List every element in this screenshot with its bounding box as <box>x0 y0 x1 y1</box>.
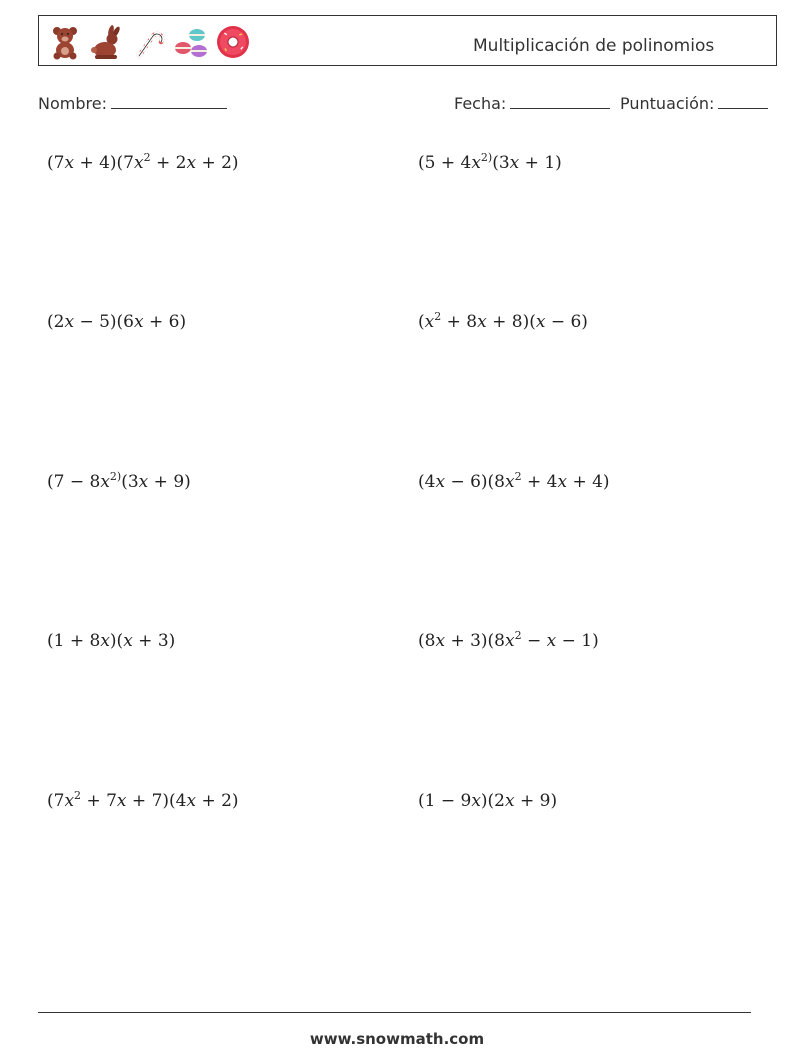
expression-text: + 7)(4 <box>126 791 187 811</box>
score-label: Puntuación: <box>620 94 715 113</box>
expression-text: )( <box>109 631 124 651</box>
problem-6 <box>418 472 610 492</box>
expression-text: )(2 <box>480 791 506 811</box>
variable-x: x <box>435 472 446 492</box>
candy-cane-icon <box>131 24 167 60</box>
expression-text: + 7 <box>81 791 117 811</box>
expression-text: + 8 <box>441 312 478 332</box>
expression-text: − 5)(6 <box>74 312 134 332</box>
date-label: Fecha: <box>454 94 507 113</box>
expression-text: + 4 <box>521 472 558 492</box>
variable-x: x <box>186 791 197 811</box>
expression-text: + 8)( <box>486 312 536 332</box>
problem-2 <box>418 153 562 173</box>
chocolate-bunny-icon <box>89 24 125 60</box>
variable-x: x <box>100 472 110 492</box>
expression-text: (7 <box>47 153 65 173</box>
expression-text: (5 + 4 <box>418 153 472 173</box>
variable-x: x <box>546 631 557 651</box>
variable-x: x <box>557 472 568 492</box>
expression-text: (3 <box>121 472 139 492</box>
expression-text: (4 <box>418 472 436 492</box>
variable-x: x <box>134 153 144 173</box>
expression-text: + 3)(8 <box>445 631 505 651</box>
date-blank[interactable] <box>510 94 610 109</box>
problem-9 <box>47 791 239 811</box>
expression-text: (8 <box>418 631 436 651</box>
variable-x: x <box>123 631 133 651</box>
problem-10 <box>418 791 557 811</box>
exponent: 2 <box>143 151 151 164</box>
expression-text: + 4)(7 <box>74 153 134 173</box>
footer-website[interactable]: www.snowmath.com <box>309 1030 485 1048</box>
name-field[interactable] <box>38 94 227 113</box>
expression-text: + 4) <box>567 472 610 492</box>
name-label: Nombre: <box>38 94 107 113</box>
teddy-bear-icon <box>47 24 83 60</box>
expression-text: − 1) <box>556 631 599 651</box>
variable-x: x <box>505 791 515 811</box>
problem-5 <box>47 472 191 492</box>
exponent: 2) <box>480 151 493 164</box>
expression-text: ( <box>418 312 425 332</box>
expression-text: + 9) <box>148 472 191 492</box>
expression-text: − 6) <box>545 312 588 332</box>
variable-x: x <box>435 631 446 651</box>
problem-4 <box>418 312 588 332</box>
expression-text: + 2) <box>196 153 239 173</box>
donut-icon <box>215 24 251 60</box>
exponent: 2 <box>514 629 522 642</box>
footer-divider <box>38 1012 751 1013</box>
variable-x: x <box>477 312 487 332</box>
expression-text: + 3) <box>132 631 176 651</box>
expression-text: − 6)(8 <box>445 472 505 492</box>
problem-8 <box>418 631 599 651</box>
score-field[interactable] <box>620 94 768 113</box>
exponent: 2 <box>74 789 82 802</box>
problem-1 <box>47 153 239 173</box>
score-blank[interactable] <box>718 94 768 109</box>
variable-x: x <box>505 472 515 492</box>
exponent: 2) <box>109 470 122 483</box>
variable-x: x <box>64 312 75 332</box>
icon-strip <box>47 24 251 60</box>
expression-text: (7 <box>47 791 65 811</box>
variable-x: x <box>186 153 197 173</box>
exponent: 2 <box>434 310 442 323</box>
variable-x: x <box>138 472 149 492</box>
variable-x: x <box>64 153 75 173</box>
variable-x: x <box>116 791 127 811</box>
exponent: 2 <box>514 470 522 483</box>
variable-x: x <box>100 631 110 651</box>
worksheet-title: Multiplicación de polinomios <box>473 36 715 56</box>
expression-text: − <box>521 631 547 651</box>
variable-x: x <box>64 791 75 811</box>
expression-text: (1 + 8 <box>47 631 101 651</box>
variable-x: x <box>424 312 435 332</box>
expression-text: + 2 <box>150 153 187 173</box>
macarons-icon <box>173 24 209 60</box>
variable-x: x <box>535 312 546 332</box>
worksheet-header <box>38 15 777 66</box>
variable-x: x <box>505 631 515 651</box>
name-blank[interactable] <box>111 94 227 109</box>
expression-text: (2 <box>47 312 65 332</box>
problem-3 <box>47 312 186 332</box>
expression-text: + 9) <box>514 791 558 811</box>
expression-text: + 2) <box>196 791 239 811</box>
expression-text: (7 − 8 <box>47 472 101 492</box>
expression-text: + 6) <box>143 312 187 332</box>
variable-x: x <box>509 153 520 173</box>
variable-x: x <box>471 153 481 173</box>
problem-7 <box>47 631 175 651</box>
date-field[interactable] <box>454 94 610 113</box>
expression-text: (1 − 9 <box>418 791 472 811</box>
variable-x: x <box>471 791 481 811</box>
expression-text: (3 <box>492 153 510 173</box>
expression-text: + 1) <box>519 153 562 173</box>
variable-x: x <box>134 312 144 332</box>
